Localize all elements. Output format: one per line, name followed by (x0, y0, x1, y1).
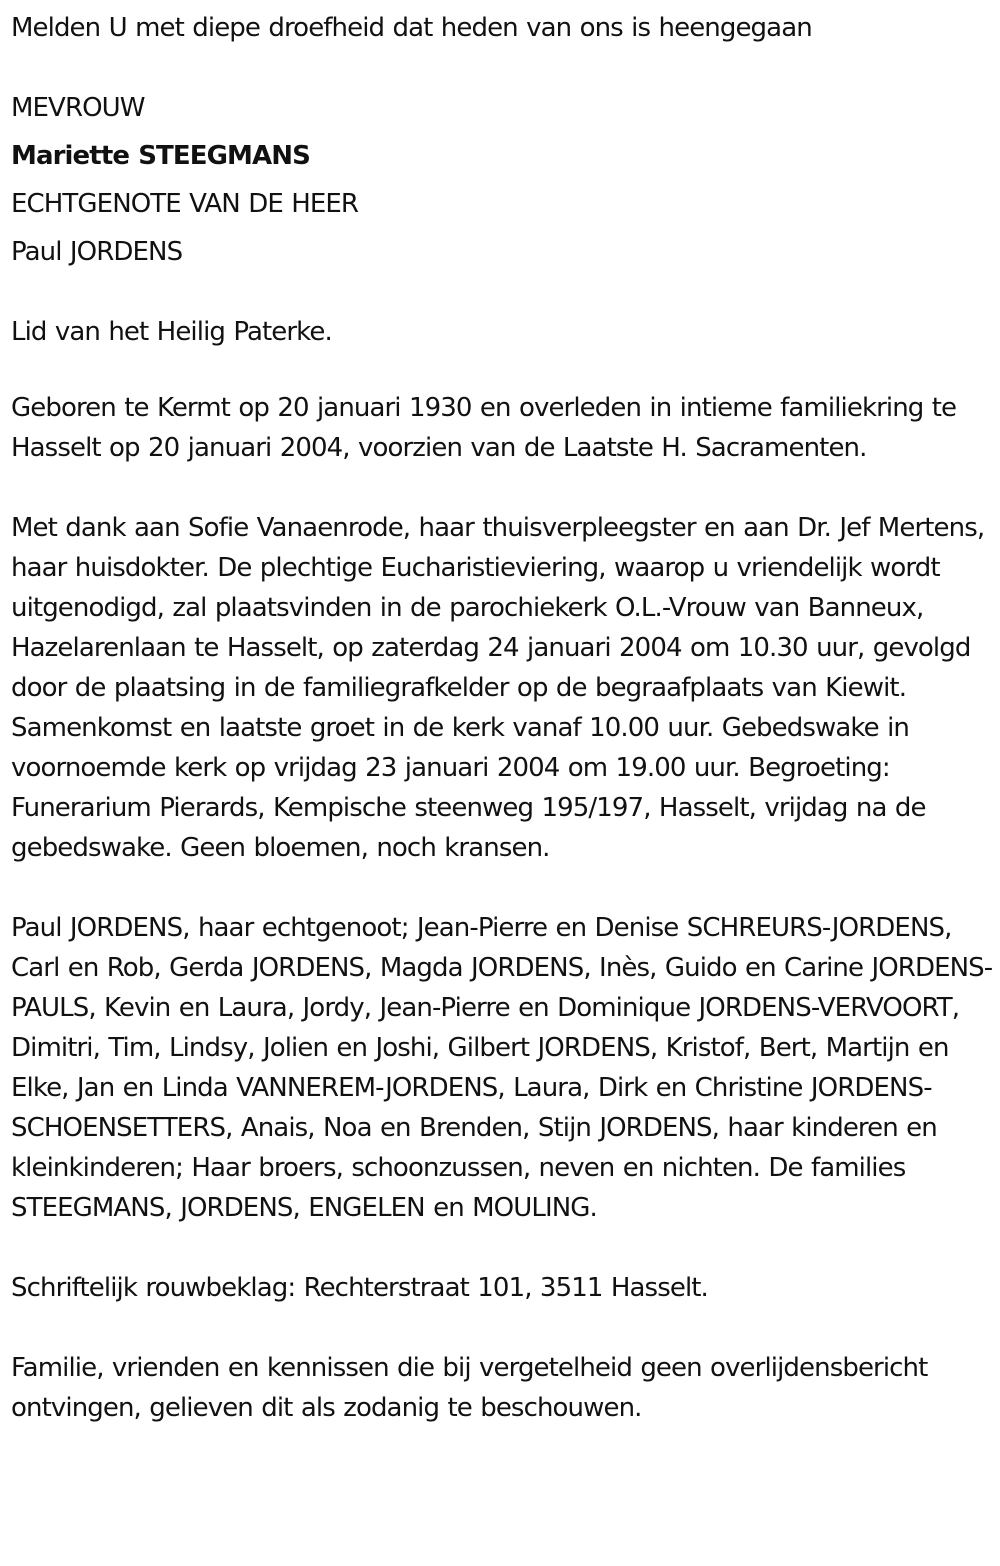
closing-paragraph: Familie, vrienden en kennissen die bij vergetelheid geen overlijdensbericht ontvingen, gelieven dit als zodanig te beschouwen. (11, 1353, 928, 1423)
relation-label: ECHTGENOTE VAN DE HEER (11, 189, 359, 219)
family-paragraph: Paul JORDENS, haar echtgenoot; Jean-Pierre en Denise SCHREURS-JORDENS, Carl en Rob, Gerda JORDENS, Magda JORDENS, Inès, Guido en Carine JORDENS-PAULS, Kevin en Laura, Jordy, Jean-Pierre en Dominique JORDENS-VERVOORT, Dimitri, Tim, Lindsy, Jolien en Joshi, Gilbert JORDENS, Kristof, Bert, Martijn en Elke, Jan en Linda VANNEREM-JORDENS, Laura, Dirk en Christine JORDENS-SCHOENSETTERS, Anais, Noa en Brenden, Stijn JORDENS, haar kinderen en kleinkinderen; Haar broers, schoonzussen, neven en nichten. De families STEEGMANS, JORDENS, ENGELEN en MOULING. (11, 913, 993, 1223)
ceremony-paragraph: Met dank aan Sofie Vanaenrode, haar thuisverpleegster en aan Dr. Jef Mertens, haar huisdokter. De plechtige Eucharistieviering, waarop u vriendelijk wordt uitgenodigd, zal plaatsvinden in de parochiekerk O.L.-Vrouw van Banneux, Hazelarenlaan te Hasselt, op zaterdag 24 januari 2004 om 10.30 uur, gevolgd door de plaatsing in de familiegrafkelder op de begraafplaats van Kiewit. Samenkomst en laatste groet in de kerk vanaf 10.00 uur. Gebedswake in voornoemde kerk op vrijdag 23 januari 2004 om 19.00 uur. Begroeting: Funerarium Pierards, Kempische steenweg 195/197, Hasselt, vrijdag na de gebedswake. Geen bloemen, noch kransen. (11, 513, 985, 863)
spacer (11, 1228, 994, 1268)
spacer (11, 356, 994, 388)
deceased-name: Mariette STEEGMANS (11, 141, 310, 171)
intro-text: Melden U met diepe droefheid dat heden van ons is heengegaan (11, 13, 812, 43)
spacer (11, 276, 994, 308)
salutation: MEVROUW (11, 93, 145, 123)
birth-death-paragraph: Geboren te Kermt op 20 januari 1930 en overleden in intieme familiekring te Hasselt op 20 januari 2004, voorzien van de Laatste H. Sacramenten. (11, 393, 957, 463)
spacer (11, 52, 994, 84)
condolence-address: Schriftelijk rouwbeklag: Rechterstraat 101, 3511 Hasselt. (11, 1273, 708, 1303)
spacer (11, 1308, 994, 1348)
spacer (11, 468, 994, 508)
membership-text: Lid van het Heilig Paterke. (11, 317, 332, 347)
spouse-name: Paul JORDENS (11, 237, 183, 267)
spacer (11, 868, 994, 908)
